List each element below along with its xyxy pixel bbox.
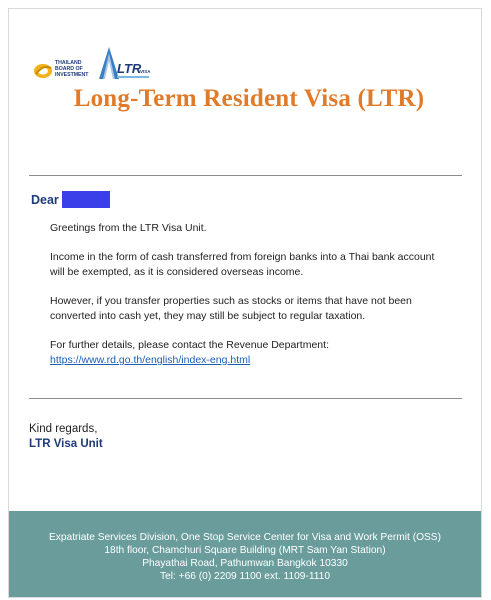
body-paragraph-4 — [50, 338, 450, 368]
signoff — [29, 422, 103, 452]
logo-group — [33, 53, 153, 83]
greeting-dear: Dear — [31, 192, 59, 207]
divider-bottom — [29, 398, 462, 399]
svg-text:BOARD OF: BOARD OF — [55, 66, 83, 72]
boi-logo — [33, 55, 93, 83]
signoff-regards: Kind regards, — [29, 423, 98, 435]
email-footer — [9, 511, 481, 597]
body-paragraph-1: Greetings from the LTR Visa Unit. — [50, 222, 207, 234]
revenue-department-link[interactable]: https://www.rd.go.th/english/index-eng.html — [50, 354, 251, 366]
contact-text: For further details, please contact the Revenue Department: — [50, 339, 329, 351]
greeting-line — [31, 191, 110, 208]
redacted-name — [62, 191, 110, 208]
footer-line-4: Tel: +66 (0) 2209 1100 ext. 1109-1110 — [159, 571, 330, 582]
body-paragraph-3: However, if you transfer properties such as stocks or items that have not been converted into cash yet, they may still be subject to regular taxation. — [50, 295, 412, 322]
footer-line-2: 18th floor, Chamchuri Square Building (MRT Sam Yan Station) — [104, 545, 386, 556]
signoff-unit: LTR Visa Unit — [29, 438, 103, 450]
body-paragraph-2: Income in the form of cash transferred from foreign banks into a Thai bank account will be exempted, as it is considered overseas income. — [50, 251, 435, 278]
svg-text:INVESTMENT: INVESTMENT — [55, 72, 89, 78]
email-header — [9, 9, 481, 174]
ltr-logo — [95, 45, 153, 83]
page-title: Long-Term Resident Visa (LTR) — [73, 85, 425, 112]
footer-line-1: Expatriate Services Division, One Stop Service Center for Visa and Work Permit (OSS) — [49, 532, 441, 543]
footer-line-3: Phayathai Road, Pathumwan Bangkok 10330 — [142, 558, 348, 569]
svg-text:LTR: LTR — [117, 61, 142, 76]
svg-text:VISA: VISA — [140, 69, 151, 74]
email-container — [8, 8, 482, 598]
email-body — [50, 221, 450, 368]
divider-top — [29, 175, 462, 176]
svg-text:THAILAND: THAILAND — [55, 60, 82, 66]
